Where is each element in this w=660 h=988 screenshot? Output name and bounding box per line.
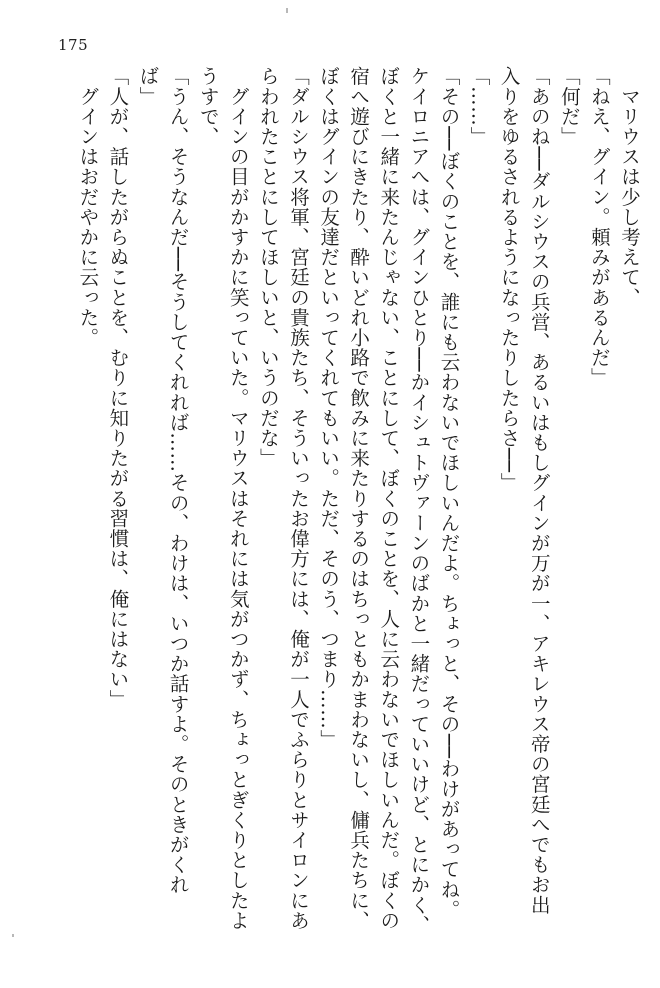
text-line: 「……」: [467, 66, 491, 147]
text-line: 入りをゆるされるようになったりしたらさ──」: [497, 66, 521, 493]
text-line: 「何だ」: [557, 66, 581, 147]
body-text: [34, 66, 644, 946]
text-line: グインはおだやかに云った。: [76, 66, 100, 348]
text-line: グインの目がかすかに笑っていた。マリウスはそれには気がつかず、ちょっとぎくりとしたよ: [226, 66, 250, 931]
text-line: うすで、: [196, 66, 220, 147]
text-line: らわれたことにしてほしいと、いうのだな」: [256, 66, 280, 468]
text-line: 「うん、そうなんだ──そうしてくれれば……その、わけは、いつか話すよ。そのときがくれ: [166, 66, 190, 895]
text-line: 宿へ遊びにきたり、酔いどれ小路で飲みに来たりするのはちっともかまわないし、傭兵たちに、: [347, 66, 371, 931]
text-line: 「あのね──ダルシウスの兵営、あるいはもしグインが万が一、アキレウス帝の宮廷へでもお出: [527, 66, 551, 915]
text-line: 「その──ぼくのことを、誰にも云わないでほしいんだよ。ちょっと、その──わけがあってね。: [437, 66, 461, 920]
text-line: ぼくはグインの友達だといってくれてもいい。ただ、そのう、つまり……」: [317, 66, 341, 750]
text-line: ぼくと一緒に来たんじゃない、ことにして、ぼくのことを、人に云わないでほしいんだ。ぼくの: [377, 66, 401, 931]
text-line: 「ねえ、グイン。頼みがあるんだ」: [587, 66, 611, 388]
text-line: マリウスは少し考えて、: [618, 66, 641, 308]
text-line: ば」: [136, 66, 160, 107]
scan-speck: [286, 8, 288, 13]
text-line: 「人が、話したがらぬことを、むりに知りたがる習慣は、俺にはない」: [106, 66, 130, 710]
text-line: ケイロニアへは、グインひとり──かイシュトヴァーンのばかと一緒だっていいけど、とにかく、: [407, 66, 431, 935]
text-line: 「ダルシウス将軍、宮廷の貴族たち、そういったお偉方には、俺が一人でふらりとサイロンにあ: [286, 66, 310, 931]
scan-speck: [12, 934, 14, 937]
page-number: 175: [58, 36, 89, 54]
